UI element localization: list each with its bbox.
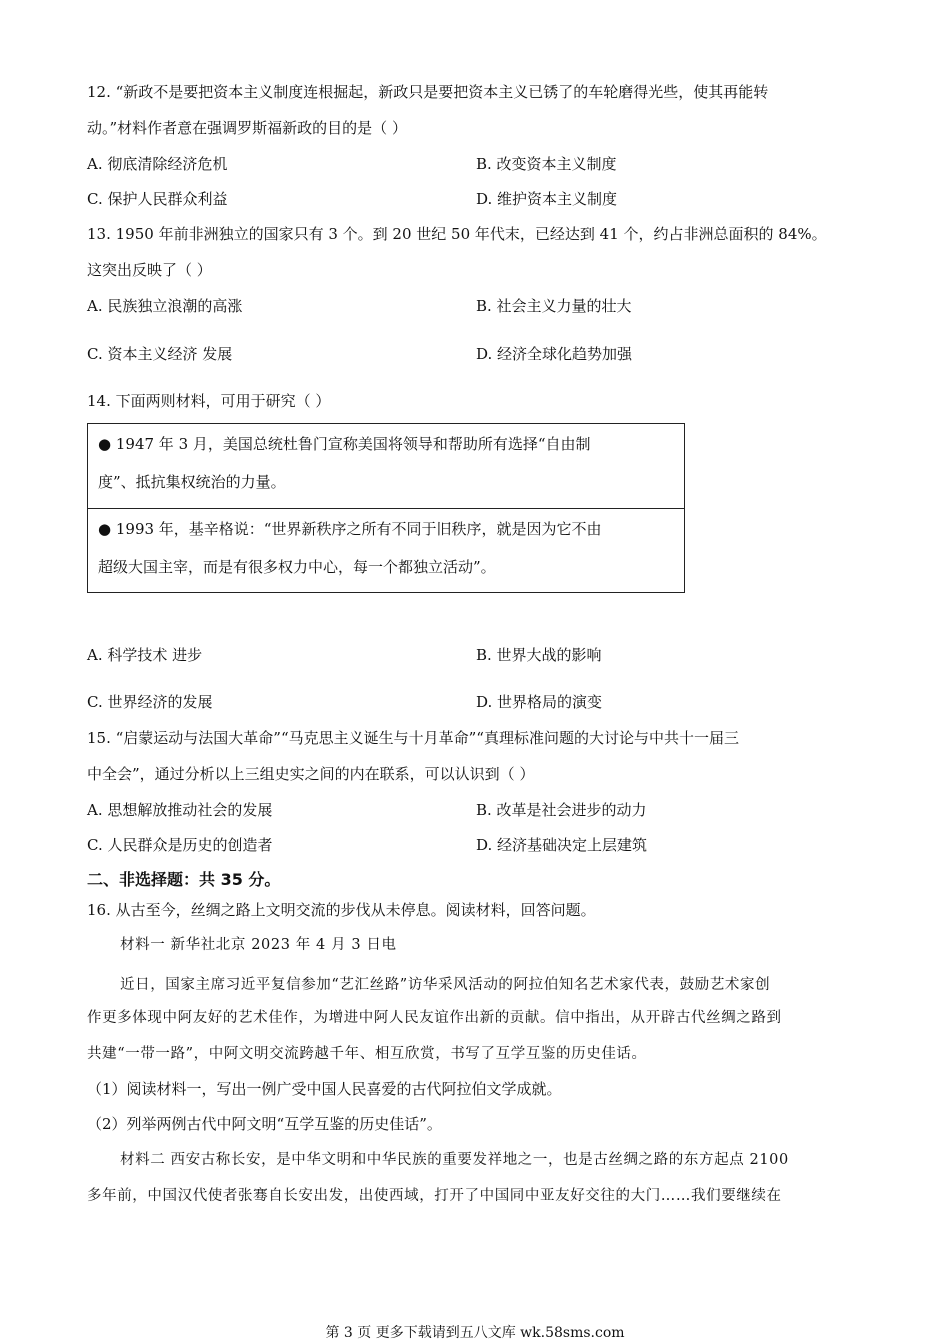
page-footer: 第 3 页 更多下载请到五八文库 wk.58sms.com: [325, 1325, 625, 1341]
q16-material1-line1: 近日，国家主席习近平复信参加“艺汇丝路”访华采风活动的阿拉伯知名艺术家代表，鼓励艺术家创: [120, 977, 771, 993]
q13-stem-line2: 这突出反映了（ ）: [87, 261, 212, 279]
q15-stem-line2: 中全会”，通过分析以上三组史实之间的内在联系，可以认识到（ ）: [87, 765, 535, 783]
q16-subquestion-1: （1）阅读材料一，写出一例广受中国人民喜爱的古代阿拉伯文学成就。: [87, 1080, 562, 1098]
q16-material2-line2: 多年前，中国汉代使者张骞自长安出发，出使西域，打开了中国同中亚友好交往的大门……我们要继续在: [87, 1188, 782, 1204]
section-heading: 二、非选择题：共 35 分。: [87, 870, 281, 889]
q12-option-a: A. 彻底清除经济危机: [87, 155, 228, 173]
q12-option-b: B. 改变资本主义制度: [476, 155, 617, 173]
q14-option-a: A. 科学技术 进步: [87, 646, 203, 664]
q16-material1-line3: 共建“一带一路”，中阿文明交流跨越千年、相互欣赏，书写了互学互鉴的历史佳话。: [87, 1046, 647, 1062]
q14-material2-line2: 超级大国主宰，而是有很多权力中心，每一个都独立活动”。: [98, 558, 496, 576]
q16-material1-line2: 作更多体现中阿友好的艺术佳作，为增进中阿人民友谊作出新的贡献。信中指出，从开辟古代丝绸之路到: [87, 1010, 782, 1026]
q14-option-b: B. 世界大战的影响: [476, 646, 602, 664]
q14-material1-line2: 度”、抵抗集权统治的力量。: [98, 473, 286, 491]
table-divider: [88, 508, 684, 509]
q15-option-a: A. 思想解放推动社会的发展: [87, 801, 273, 819]
q14-material2-line1: ● 1993 年，基辛格说：“世界新秩序之所有不同于旧秩序，就是因为它不由: [98, 520, 602, 538]
q15-option-d: D. 经济基础决定上层建筑: [476, 836, 648, 854]
q13-stem-line1: 13. 1950 年前非洲独立的国家只有 3 个。到 20 世纪 50 年代末，已经达到 41 个，约占非洲总面积的 84%。: [87, 225, 827, 243]
q15-stem-line1: 15. “启蒙运动与法国大革命”“马克思主义诞生与十月革命”“真理标准问题的大讨论与中共十一届三: [87, 729, 739, 747]
q15-option-b: B. 改革是社会进步的动力: [476, 801, 647, 819]
q12-stem-line1: 12. “新政不是要把资本主义制度连根掘起，新政只是要把资本主义已锈了的车轮磨得光些，使其再能转: [87, 83, 769, 101]
q15-option-c: C. 人民群众是历史的创造者: [87, 836, 273, 854]
q14-material1-line1: ● 1947 年 3 月，美国总统杜鲁门宣称美国将领导和帮助所有选择“自由制: [98, 435, 591, 453]
q13-option-d: D. 经济全球化趋势加强: [476, 345, 633, 363]
q12-option-c: C. 保护人民群众利益: [87, 190, 228, 208]
q14-option-d: D. 世界格局的演变: [476, 693, 603, 711]
q14-option-c: C. 世界经济的发展: [87, 693, 213, 711]
q12-stem-line2: 动。”材料作者意在强调罗斯福新政的目的是（ ）: [87, 119, 407, 137]
q13-option-c: C. 资本主义经济 发展: [87, 345, 233, 363]
q13-option-b: B. 社会主义力量的壮大: [476, 297, 632, 315]
q16-material2-line1: 材料二 西安古称长安，是中华文明和中华民族的重要发祥地之一，也是古丝绸之路的东方起点 2100: [120, 1152, 789, 1168]
q14-material-table: [87, 423, 685, 593]
q16-stem: 16. 从古至今，丝绸之路上文明交流的步伐从未停息。阅读材料，回答问题。: [87, 901, 596, 919]
q13-option-a: A. 民族独立浪潮的高涨: [87, 297, 243, 315]
q12-option-d: D. 维护资本主义制度: [476, 190, 618, 208]
q16-subquestion-2: （2）列举两例古代中阿文明“互学互鉴的历史佳话”。: [87, 1115, 442, 1133]
q14-stem: 14. 下面两则材料，可用于研究（ ）: [87, 392, 331, 410]
q16-material1-title: 材料一 新华社北京 2023 年 4 月 3 日电: [120, 937, 397, 953]
